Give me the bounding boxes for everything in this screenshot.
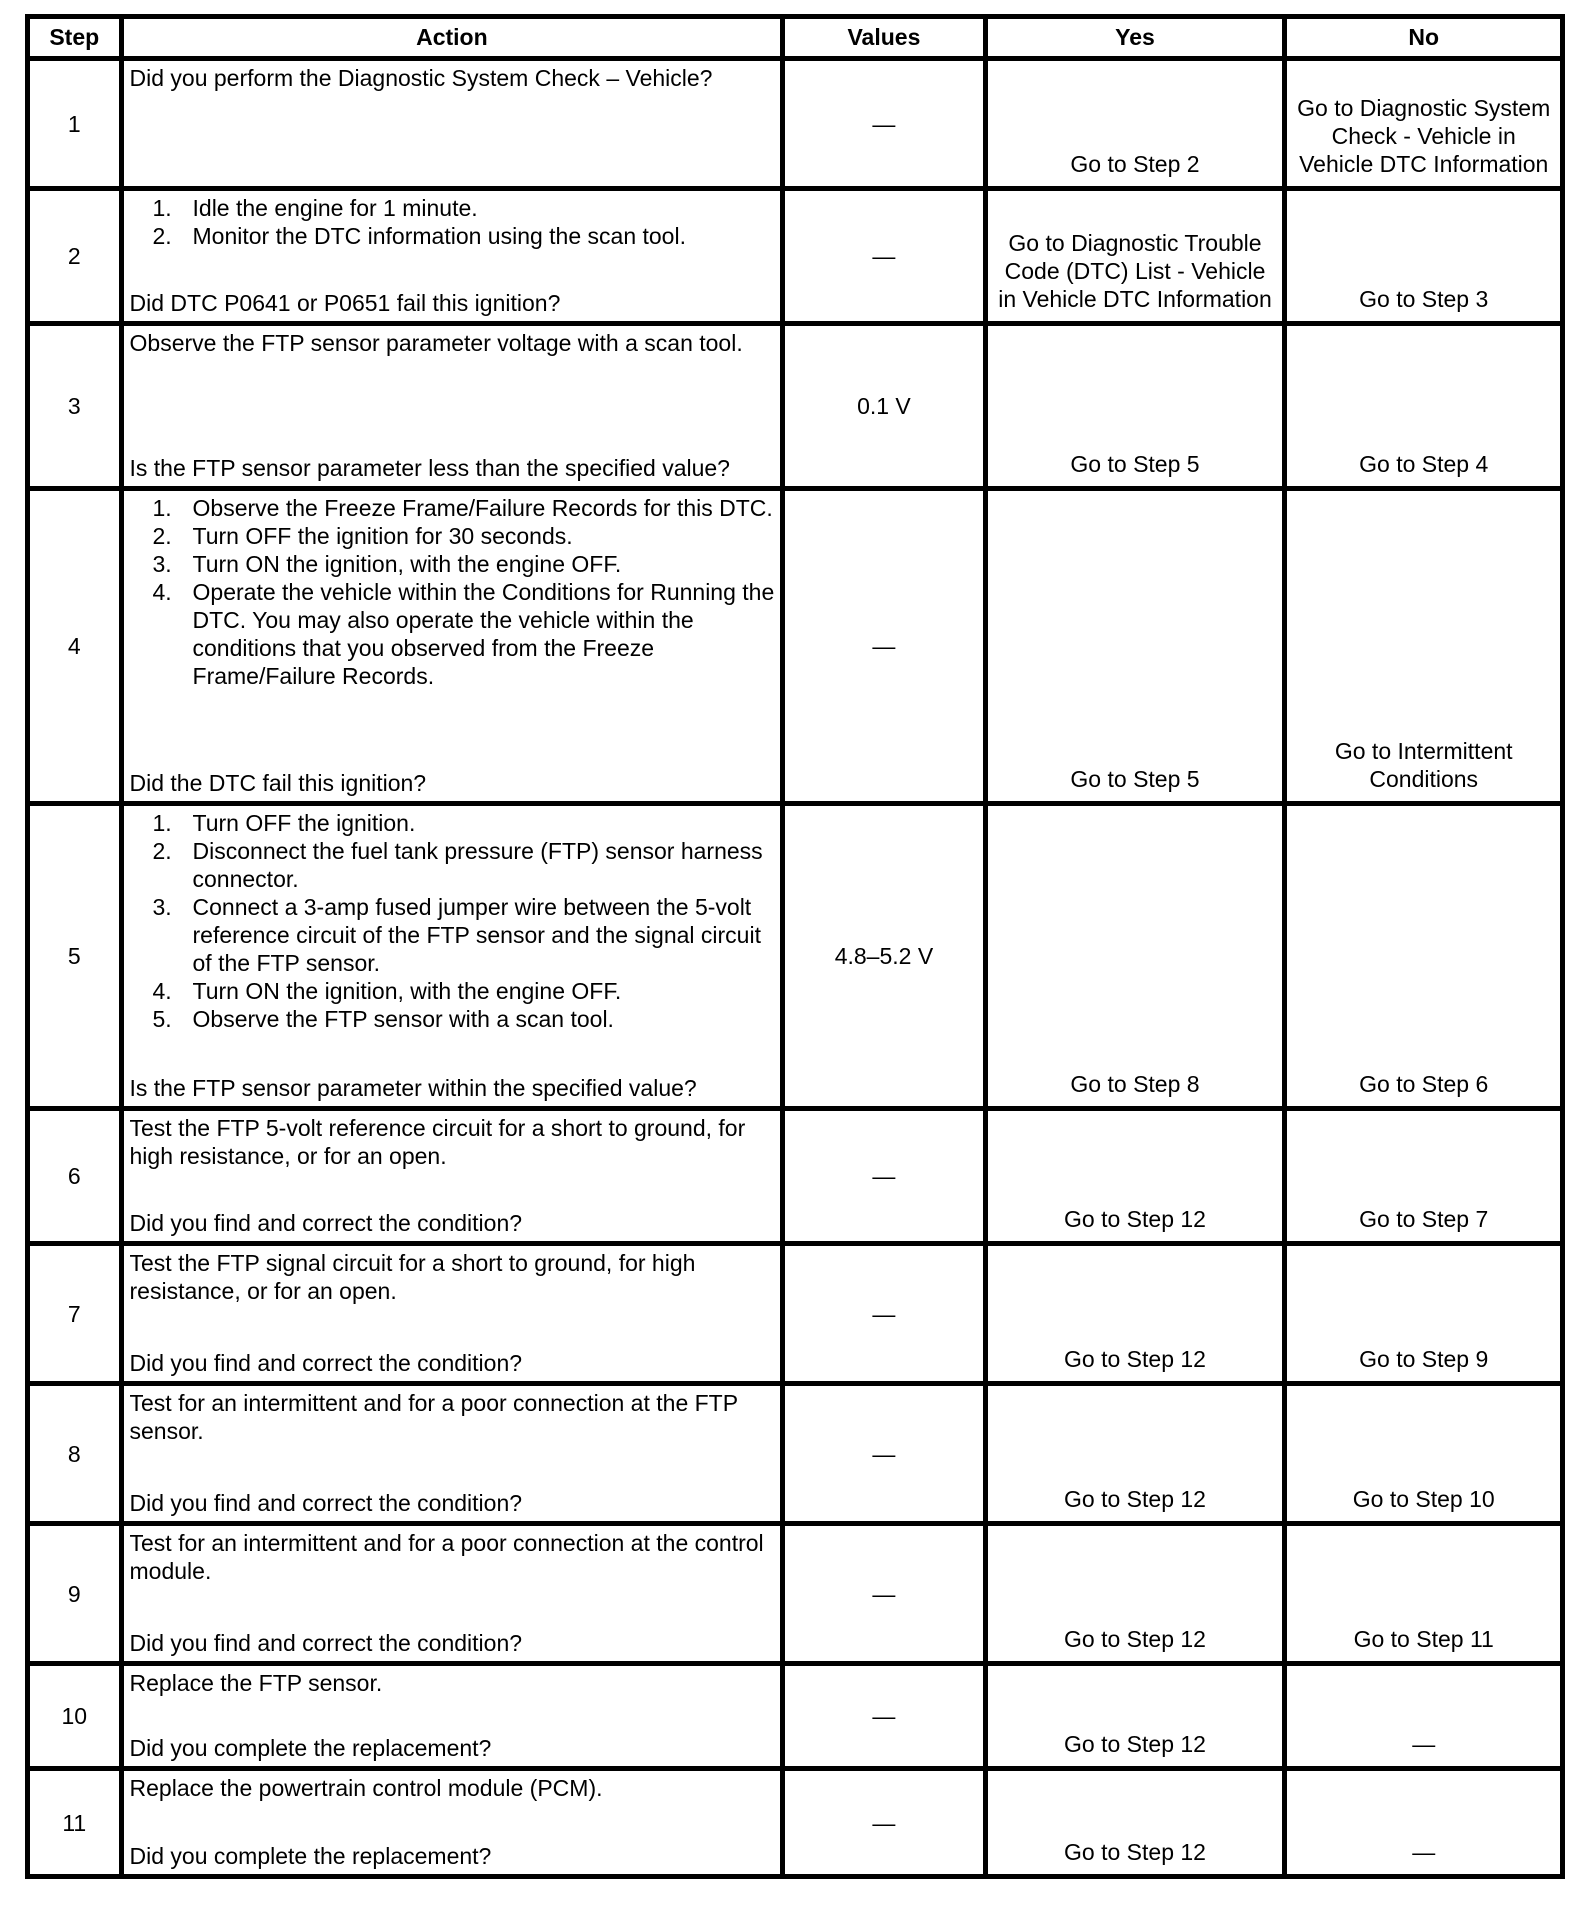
header-action: Action [121, 17, 783, 59]
no-cell: Go to Step 9 [1285, 1244, 1563, 1384]
list-text: Turn OFF the ignition for 30 seconds. [192, 523, 573, 549]
no-cell: Go to Step 6 [1285, 804, 1563, 1109]
table-row [28, 1244, 1563, 1384]
list-number: 2. [152, 838, 172, 864]
values-cell: 0.1 V [783, 324, 985, 489]
action-list-item [130, 194, 775, 222]
yes-cell: Go to Step 8 [985, 804, 1285, 1109]
values-cell: — [783, 489, 985, 804]
table-header [28, 17, 1563, 59]
yes-cell: Go to Step 12 [985, 1109, 1285, 1244]
values-cell: — [783, 59, 985, 189]
list-number: 5. [152, 1006, 172, 1032]
action-intro: Test the FTP 5-volt reference circuit for a short to ground, for high resistance, or for an open. [129, 1115, 746, 1169]
action-question: Did you find and correct the condition? [129, 1630, 523, 1656]
action-question: Did you find and correct the condition? [129, 1490, 523, 1516]
yes-cell: Go to Step 2 [985, 59, 1285, 189]
step-cell: 10 [28, 1664, 122, 1769]
action-cell [121, 189, 783, 324]
yes-cell: Go to Step 5 [985, 324, 1285, 489]
list-number: 2. [152, 523, 172, 549]
step-cell: 6 [28, 1109, 122, 1244]
action-list-item [130, 522, 775, 550]
action-cell [121, 59, 783, 189]
no-cell: Go to Step 10 [1285, 1384, 1563, 1524]
action-cell [121, 1769, 783, 1877]
values-cell: — [783, 1244, 985, 1384]
list-text: Monitor the DTC information using the scan tool. [192, 223, 686, 249]
yes-cell: Go to Step 12 [985, 1244, 1285, 1384]
values-cell: — [783, 1384, 985, 1524]
yes-cell: Go to Diagnostic Trouble Code (DTC) List - Vehicle in Vehicle DTC Information [985, 189, 1285, 324]
list-text: Observe the FTP sensor with a scan tool. [192, 1006, 614, 1032]
list-number: 1. [152, 810, 172, 836]
action-cell [121, 1244, 783, 1384]
table-row [28, 189, 1563, 324]
table-row [28, 1384, 1563, 1524]
values-cell: — [783, 1664, 985, 1769]
yes-cell: Go to Step 12 [985, 1664, 1285, 1769]
action-question: Did DTC P0641 or P0651 fail this ignition? [129, 290, 561, 316]
yes-cell: Go to Step 12 [985, 1769, 1285, 1877]
action-question: Did you complete the replacement? [129, 1735, 492, 1761]
action-list-item [130, 550, 775, 578]
no-cell: Go to Step 4 [1285, 324, 1563, 489]
action-list [130, 194, 775, 250]
action-list-item [130, 578, 775, 690]
no-cell: Go to Diagnostic System Check - Vehicle in Vehicle DTC Information [1285, 59, 1563, 189]
table-row [28, 59, 1563, 189]
yes-cell: Go to Step 12 [985, 1384, 1285, 1524]
action-list [130, 494, 775, 690]
step-cell: 11 [28, 1769, 122, 1877]
list-number: 1. [152, 195, 172, 221]
values-cell: — [783, 1109, 985, 1244]
action-cell [121, 1524, 783, 1664]
action-intro: Test the FTP signal circuit for a short to ground, for high resistance, or for an open. [129, 1250, 696, 1304]
action-question: Is the FTP sensor parameter within the specified value? [129, 1075, 697, 1101]
action-intro: Observe the FTP sensor parameter voltage with a scan tool. [129, 330, 743, 356]
no-cell: Go to Step 7 [1285, 1109, 1563, 1244]
action-cell [121, 324, 783, 489]
list-text: Turn ON the ignition, with the engine OFF. [192, 978, 622, 1004]
yes-cell: Go to Step 5 [985, 489, 1285, 804]
action-cell [121, 1664, 783, 1769]
list-text: Turn OFF the ignition. [192, 810, 416, 836]
no-cell: Go to Step 3 [1285, 189, 1563, 324]
action-intro: Test for an intermittent and for a poor connection at the control module. [129, 1530, 764, 1584]
list-number: 4. [152, 579, 172, 605]
action-cell [121, 489, 783, 804]
list-text: Idle the engine for 1 minute. [192, 195, 478, 221]
action-intro: Replace the FTP sensor. [129, 1670, 383, 1696]
values-cell: — [783, 189, 985, 324]
no-cell: — [1285, 1664, 1563, 1769]
header-no: No [1285, 17, 1563, 59]
action-question: Did you find and correct the condition? [129, 1350, 523, 1376]
table-row [28, 1664, 1563, 1769]
step-cell: 5 [28, 804, 122, 1109]
header-values: Values [783, 17, 985, 59]
step-cell: 4 [28, 489, 122, 804]
action-list-item [130, 977, 775, 1005]
action-list-item [130, 222, 775, 250]
list-text: Operate the vehicle within the Conditions for Running the DTC. You may also operate the vehicle within the conditions that you observed from the Freeze Frame/Failure Records. [192, 579, 775, 689]
table-row [28, 1769, 1563, 1877]
action-cell [121, 804, 783, 1109]
table-row [28, 489, 1563, 804]
action-intro: Test for an intermittent and for a poor connection at the FTP sensor. [129, 1390, 738, 1444]
header-row [28, 17, 1563, 59]
table-row [28, 324, 1563, 489]
values-cell: — [783, 1769, 985, 1877]
action-list-item [130, 893, 775, 977]
values-cell: 4.8–5.2 V [783, 804, 985, 1109]
list-number: 2. [152, 223, 172, 249]
action-question: Did the DTC fail this ignition? [129, 770, 427, 796]
no-cell: Go to Step 11 [1285, 1524, 1563, 1664]
list-number: 3. [152, 894, 172, 920]
action-cell [121, 1384, 783, 1524]
action-list-item [130, 837, 775, 893]
action-question: Is the FTP sensor parameter less than the specified value? [129, 455, 730, 481]
action-question: Did you find and correct the condition? [129, 1210, 523, 1236]
diagnostic-table [25, 14, 1565, 1879]
list-text: Observe the Freeze Frame/Failure Records for this DTC. [192, 495, 773, 521]
step-cell: 9 [28, 1524, 122, 1664]
action-question: Did you complete the replacement? [129, 1843, 492, 1869]
table-row [28, 804, 1563, 1109]
step-cell: 3 [28, 324, 122, 489]
step-cell: 2 [28, 189, 122, 324]
list-text: Turn ON the ignition, with the engine OFF. [192, 551, 622, 577]
no-cell: — [1285, 1769, 1563, 1877]
yes-cell: Go to Step 12 [985, 1524, 1285, 1664]
table-row [28, 1524, 1563, 1664]
action-list-item [130, 1005, 775, 1033]
header-yes: Yes [985, 17, 1285, 59]
action-list [130, 809, 775, 1033]
no-cell: Go to Intermittent Conditions [1285, 489, 1563, 804]
step-cell: 1 [28, 59, 122, 189]
list-number: 4. [152, 978, 172, 1004]
header-step: Step [28, 17, 122, 59]
list-number: 1. [152, 495, 172, 521]
list-text: Connect a 3-amp fused jumper wire between the 5-volt reference circuit of the FTP sensor and the signal circuit of the FTP sensor. [192, 894, 761, 976]
action-intro: Replace the powertrain control module (PCM). [129, 1775, 603, 1801]
list-number: 3. [152, 551, 172, 577]
list-text: Disconnect the fuel tank pressure (FTP) sensor harness connector. [192, 838, 763, 892]
values-cell: — [783, 1524, 985, 1664]
table-row [28, 1109, 1563, 1244]
action-list-item [130, 494, 775, 522]
action-cell [121, 1109, 783, 1244]
step-cell: 8 [28, 1384, 122, 1524]
action-intro: Did you perform the Diagnostic System Check – Vehicle? [129, 65, 713, 91]
step-cell: 7 [28, 1244, 122, 1384]
action-list-item [130, 809, 775, 837]
